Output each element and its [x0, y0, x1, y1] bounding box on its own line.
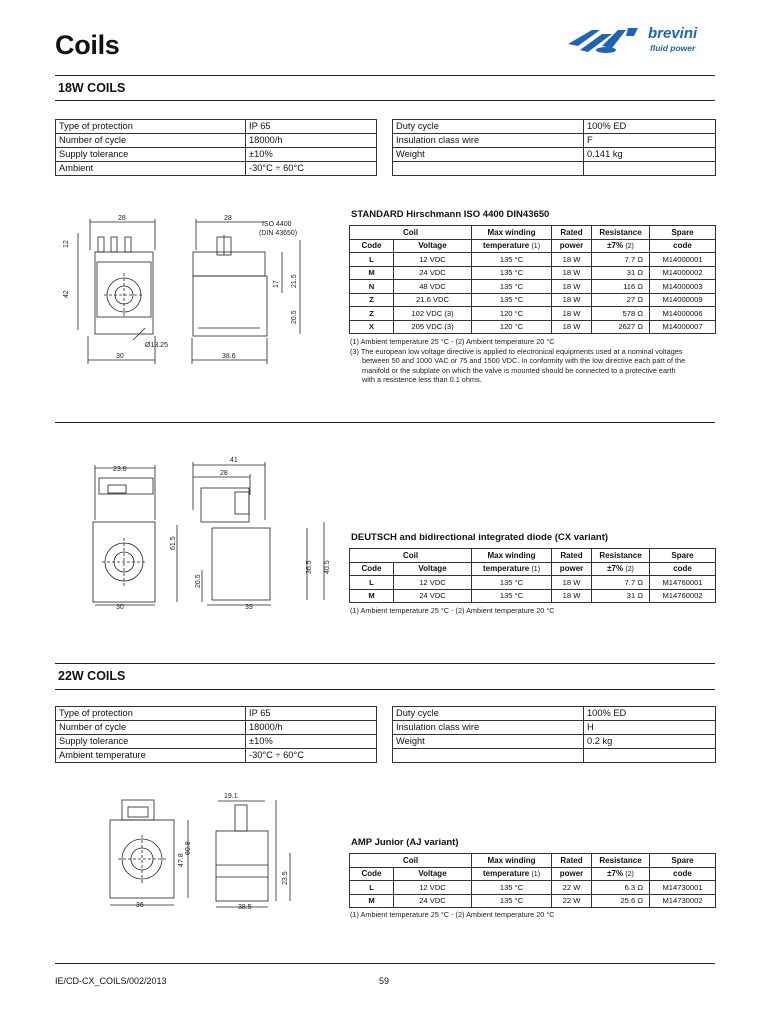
table-row: [350, 293, 716, 307]
footnote: (1) Ambient temperature 25 °C - (2) Ambient temperature 20 °C: [350, 337, 555, 346]
cell-temp: 120 °C: [472, 320, 552, 334]
divider: [55, 422, 715, 423]
note-ref: (2): [625, 870, 634, 878]
cell-resistance: 116 Ω: [592, 280, 650, 294]
table-row: [393, 707, 716, 721]
subtitle-deutsch: DEUTSCH and bidirectional integrated diode (CX variant): [351, 532, 609, 543]
prop-label: Duty cycle: [393, 120, 584, 134]
cell-resistance: 578 Ω: [592, 307, 650, 321]
col-header-max-winding: Max winding: [472, 549, 552, 563]
cell-spare: M14000006: [650, 307, 716, 321]
table-row: [393, 134, 716, 148]
dim-label: 17: [273, 280, 280, 288]
dim-label: 30: [116, 604, 124, 611]
cell-resistance: 6.3 Ω: [592, 881, 650, 895]
cell-code: X: [350, 320, 394, 334]
col-header-spare: Spare: [650, 854, 716, 868]
header-text: temperature: [482, 563, 530, 573]
note-ref: (1): [531, 565, 541, 573]
coil-drawing-amp: [100, 785, 300, 915]
cell-power: 18 W: [552, 280, 592, 294]
coil-drawing-deutsch: [75, 450, 345, 615]
cell-voltage: 48 VDC: [394, 280, 472, 294]
prop-value: ±10%: [246, 148, 377, 162]
table-row: [56, 735, 377, 749]
table-row: [350, 894, 716, 908]
col-header-coil: Coil: [350, 549, 472, 563]
header-text: ±7%: [607, 240, 624, 250]
prop-value: 0.2 kg: [584, 735, 716, 749]
col-header-code: Code: [350, 239, 394, 253]
cell-voltage: 12 VDC: [394, 881, 472, 895]
cell-power: 18 W: [552, 307, 592, 321]
col-header-resistance: Resistance: [592, 549, 650, 563]
prop-value: 18000/h: [246, 721, 377, 735]
table-row: [350, 266, 716, 280]
cell-voltage: 102 VDC (3): [394, 307, 472, 321]
col-header-tolerance: [592, 562, 650, 576]
dim-label: 23.5: [282, 871, 289, 885]
table-row: [350, 589, 716, 603]
prop-label: Insulation class wire: [393, 134, 584, 148]
cell-power: 22 W: [552, 881, 592, 895]
page-number: 59: [379, 976, 390, 986]
prop-label: Type of protection: [56, 707, 246, 721]
cell-voltage: 21.6 VDC: [394, 293, 472, 307]
table-row: [56, 134, 377, 148]
cell-resistance: 7.7 Ω: [592, 576, 650, 590]
table-row: [393, 120, 716, 134]
col-header-code: Code: [350, 867, 394, 881]
note-ref: (2): [625, 242, 634, 250]
dim-label: 36: [136, 902, 144, 909]
dim-label: 19.1: [224, 793, 238, 800]
cell-spare: M14760002: [650, 589, 716, 603]
cell-spare: M14000002: [650, 266, 716, 280]
table-row: [393, 162, 716, 176]
cell-code: M: [350, 589, 394, 603]
cell-spare: M14760001: [650, 576, 716, 590]
prop-value: [584, 162, 716, 176]
col-header-power: power: [552, 562, 592, 576]
cell-power: 18 W: [552, 253, 592, 267]
cell-power: 18 W: [552, 266, 592, 280]
cell-power: 22 W: [552, 894, 592, 908]
prop-value: H: [584, 721, 716, 735]
prop-label: Duty cycle: [393, 707, 584, 721]
cell-code: Z: [350, 293, 394, 307]
spec-table-standard: [349, 225, 716, 334]
cell-temp: 135 °C: [472, 589, 552, 603]
col-header-spare: Spare: [650, 549, 716, 563]
col-header-voltage: Voltage: [394, 867, 472, 881]
spec-table-amp: [349, 853, 716, 908]
cell-spare: M14000009: [650, 293, 716, 307]
col-header-code2: code: [650, 239, 716, 253]
prop-value: IP 65: [246, 120, 377, 134]
properties-table-22w-right: [392, 706, 716, 763]
cell-temp: 135 °C: [472, 266, 552, 280]
header-text: temperature: [482, 240, 530, 250]
dim-label: 40.5: [324, 560, 331, 574]
cell-code: N: [350, 280, 394, 294]
col-header-max-winding: Max winding: [472, 226, 552, 240]
prop-value: 18000/h: [246, 134, 377, 148]
cell-spare: M14000001: [650, 253, 716, 267]
prop-label: Number of cycle: [56, 721, 246, 735]
dim-label: 21.5: [291, 274, 298, 288]
section-title-22w: 22W COILS: [58, 669, 126, 683]
prop-value: -30°C ÷ 60°C: [246, 749, 377, 763]
prop-label: [393, 749, 584, 763]
table-row: [56, 162, 377, 176]
cell-temp: 135 °C: [472, 253, 552, 267]
prop-value: [584, 749, 716, 763]
properties-table-18w-right: [392, 119, 716, 176]
dim-label: 42: [63, 290, 70, 298]
dim-label: 30: [116, 353, 124, 360]
dim-label: (DIN 43650): [259, 230, 298, 237]
cell-code: L: [350, 576, 394, 590]
divider: [55, 689, 715, 690]
dim-label: Ø13.25: [145, 342, 168, 349]
col-header-power: power: [552, 239, 592, 253]
table-row: [350, 280, 716, 294]
dim-label: 38.6: [222, 353, 236, 360]
prop-value: 100% ED: [584, 120, 716, 134]
note-ref: (1): [531, 242, 541, 250]
dim-label: ISO 4400: [262, 221, 292, 228]
logo-subname: fluid power: [650, 43, 696, 53]
prop-label: Type of protection: [56, 120, 246, 134]
cell-power: 18 W: [552, 320, 592, 334]
prop-value: F: [584, 134, 716, 148]
prop-label: Supply tolerance: [56, 148, 246, 162]
prop-value: 100% ED: [584, 707, 716, 721]
cell-voltage: 24 VDC: [394, 266, 472, 280]
prop-label: [393, 162, 584, 176]
divider: [55, 75, 715, 76]
cell-spare: M14000007: [650, 320, 716, 334]
col-header-resistance: Resistance: [592, 854, 650, 868]
dim-label: 20.5: [291, 310, 298, 324]
col-header-voltage: Voltage: [394, 239, 472, 253]
col-header-temperature: [472, 562, 552, 576]
cell-spare: M14730002: [650, 894, 716, 908]
note-ref: (2): [625, 565, 634, 573]
coil-drawing-standard: [60, 210, 350, 370]
col-header-temperature: [472, 867, 552, 881]
dim-label: 36.5: [306, 560, 313, 574]
divider: [55, 663, 715, 664]
footer-doc-code: IE/CD-CX_COILS/002/2013: [55, 976, 167, 986]
logo-name: brevini: [648, 25, 698, 42]
table-row: [56, 148, 377, 162]
col-header-voltage: Voltage: [394, 562, 472, 576]
cell-voltage: 205 VDC (3): [394, 320, 472, 334]
table-row: [56, 120, 377, 134]
cell-resistance: 2627 Ω: [592, 320, 650, 334]
dim-label: 28: [224, 215, 232, 222]
section-title-18w: 18W COILS: [58, 81, 126, 95]
cell-resistance: 31 Ω: [592, 266, 650, 280]
header-text: ±7%: [607, 868, 624, 878]
cell-code: M: [350, 894, 394, 908]
cell-voltage: 12 VDC: [394, 576, 472, 590]
subtitle-standard: STANDARD Hirschmann ISO 4400 DIN43650: [351, 209, 550, 220]
col-header-rated: Rated: [552, 549, 592, 563]
dim-label: 28: [220, 470, 228, 477]
dim-label: 28: [118, 215, 126, 222]
cell-voltage: 24 VDC: [394, 589, 472, 603]
table-row: [350, 320, 716, 334]
cell-power: 18 W: [552, 576, 592, 590]
footnote: (1) Ambient temperature 25 °C - (2) Ambient temperature 20 °C: [350, 606, 555, 615]
col-header-code2: code: [650, 562, 716, 576]
footnote-block: [350, 337, 720, 385]
footnote: (1) Ambient temperature 25 °C - (2) Ambient temperature 20 °C: [350, 910, 555, 919]
prop-value: -30°C ÷ 60°C: [246, 162, 377, 176]
cell-power: 18 W: [552, 293, 592, 307]
col-header-tolerance: [592, 867, 650, 881]
cell-resistance: 31 Ω: [592, 589, 650, 603]
properties-table-22w-left: [55, 706, 377, 763]
table-row: [350, 881, 716, 895]
prop-value: ±10%: [246, 735, 377, 749]
dim-label: 47.8: [178, 853, 185, 867]
col-header-code: Code: [350, 562, 394, 576]
dim-label: 23.8: [113, 466, 127, 473]
cell-code: L: [350, 881, 394, 895]
table-row: [56, 721, 377, 735]
dim-label: 61.5: [170, 536, 177, 550]
col-header-rated: Rated: [552, 226, 592, 240]
cell-temp: 135 °C: [472, 894, 552, 908]
cell-voltage: 12 VDC: [394, 253, 472, 267]
dim-label: 39: [245, 604, 253, 611]
footnote: (3) The european low voltage directive is applied to electronical equipments used at a nominal voltages: [350, 346, 683, 356]
dim-label: 20.5: [195, 574, 202, 588]
cell-resistance: 7.7 Ω: [592, 253, 650, 267]
cell-temp: 135 °C: [472, 293, 552, 307]
col-header-temperature: [472, 239, 552, 253]
cell-spare: M14000003: [650, 280, 716, 294]
dim-label: 38.5: [238, 904, 252, 911]
spec-table-deutsch: [349, 548, 716, 603]
header-text: ±7%: [607, 563, 624, 573]
col-header-power: power: [552, 867, 592, 881]
col-header-code2: code: [650, 867, 716, 881]
col-header-rated: Rated: [552, 854, 592, 868]
header-text: temperature: [482, 868, 530, 878]
col-header-coil: Coil: [350, 226, 472, 240]
dim-label: 60.8: [185, 841, 192, 855]
table-row: [393, 721, 716, 735]
cell-power: 18 W: [552, 589, 592, 603]
col-header-tolerance: [592, 239, 650, 253]
col-header-spare: Spare: [650, 226, 716, 240]
dim-label: 41: [230, 457, 238, 464]
footnote: manifold or the subplate on which the valve is mounted should be connected to a protective earth: [362, 365, 676, 375]
cell-temp: 120 °C: [472, 307, 552, 321]
prop-label: Number of cycle: [56, 134, 246, 148]
prop-label: Ambient: [56, 162, 246, 176]
table-row: [56, 749, 377, 763]
prop-value: 0.141 kg: [584, 148, 716, 162]
cell-voltage: 24 VDC: [394, 894, 472, 908]
prop-label: Weight: [393, 148, 584, 162]
footer-divider: [55, 963, 715, 964]
cell-code: Z: [350, 307, 394, 321]
cell-temp: 135 °C: [472, 576, 552, 590]
table-row: [393, 749, 716, 763]
table-row: [393, 735, 716, 749]
prop-label: Weight: [393, 735, 584, 749]
footnote: with a resistence less than 0.1 ohms.: [362, 375, 482, 385]
cell-temp: 135 °C: [472, 881, 552, 895]
table-row: [350, 307, 716, 321]
cell-code: L: [350, 253, 394, 267]
cell-code: M: [350, 266, 394, 280]
col-header-coil: Coil: [350, 854, 472, 868]
prop-label: Supply tolerance: [56, 735, 246, 749]
cell-resistance: 25.6 Ω: [592, 894, 650, 908]
table-row: [56, 707, 377, 721]
prop-label: Ambient temperature: [56, 749, 246, 763]
page-title: Coils: [55, 30, 120, 60]
cell-spare: M14730001: [650, 881, 716, 895]
footnote: between 50 and 1000 VAC or 75 and 1500 VDC. In conformity with the low directive each part of the: [362, 356, 686, 366]
divider: [55, 100, 715, 101]
cell-temp: 135 °C: [472, 280, 552, 294]
dim-label: 12: [63, 240, 70, 248]
prop-label: Insulation class wire: [393, 721, 584, 735]
table-row: [350, 576, 716, 590]
col-header-resistance: Resistance: [592, 226, 650, 240]
note-ref: (1): [531, 870, 541, 878]
properties-table-18w-left: [55, 119, 377, 176]
cell-resistance: 27 Ω: [592, 293, 650, 307]
table-row: [350, 253, 716, 267]
table-row: [393, 148, 716, 162]
prop-value: IP 65: [246, 707, 377, 721]
subtitle-amp: AMP Junior (AJ variant): [351, 837, 459, 848]
col-header-max-winding: Max winding: [472, 854, 552, 868]
